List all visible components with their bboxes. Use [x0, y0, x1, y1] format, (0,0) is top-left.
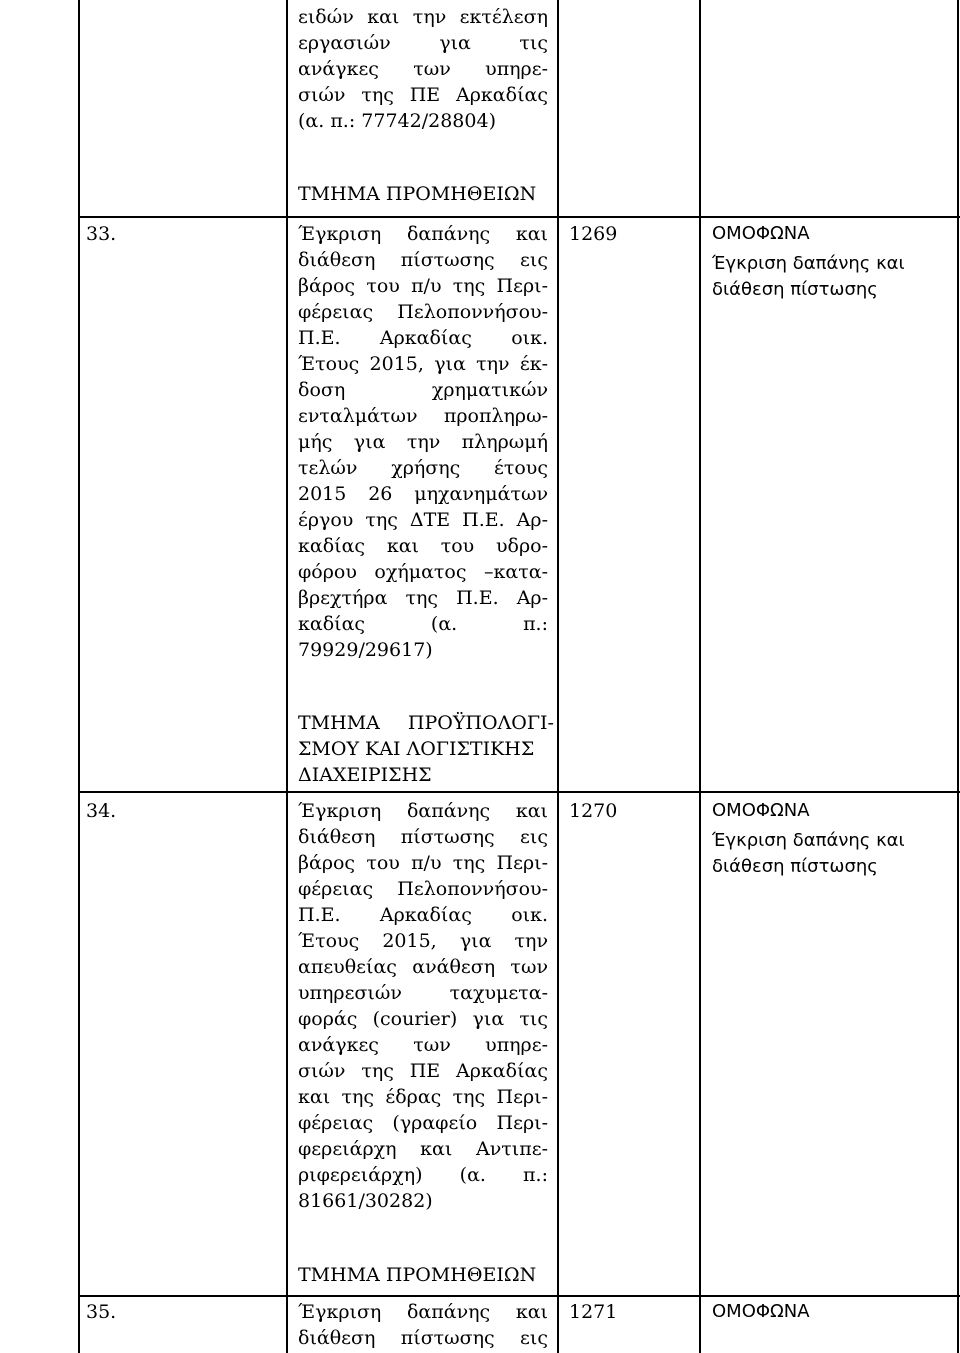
description-line: βάρος του π/υ της Περι-	[298, 275, 548, 297]
section-line: ΔΙΑΧΕΙΡΙΣΗΣ	[298, 764, 432, 786]
row-divider-34	[78, 791, 960, 793]
description-line: σιών της ΠΕ Αρκαδίας	[298, 1060, 548, 1082]
description-line: (α. π.: 77742/28804)	[298, 110, 496, 132]
description-line: Έγκριση δαπάνης και	[298, 1301, 548, 1323]
description-line: σιών της ΠΕ Αρκαδίας	[298, 84, 548, 106]
decision-number: 1270	[569, 800, 618, 822]
description-line: βάρος του π/υ της Περι-	[298, 852, 548, 874]
description-line: εργασιών για τις	[298, 32, 548, 54]
agenda-item-description	[298, 4, 548, 134]
description-line: Π.Ε. Αρκαδίας οικ.	[298, 327, 548, 349]
description-line: 79929/29617)	[298, 639, 433, 661]
result-line: Έγκριση δαπάνης και	[712, 253, 905, 274]
section-line: ΤΜΗΜΑ ΠΡΟΫΠΟΛΟΓΙ-	[298, 712, 554, 734]
table-border-left	[78, 0, 80, 1353]
description-line: φόρου οχήματος –κατα-	[298, 561, 548, 583]
decision-number: 1271	[569, 1301, 618, 1323]
column-divider-result	[699, 0, 701, 1353]
table-border-right	[957, 0, 959, 1353]
description-line: Π.Ε. Αρκαδίας οικ.	[298, 904, 548, 926]
department-heading	[298, 181, 554, 207]
description-line: Έγκριση δαπάνης και	[298, 223, 548, 245]
agenda-item-number: 34.	[86, 800, 117, 822]
section-line: ΣΜΟΥ ΚΑΙ ΛΟΓΙΣΤΙΚΗΣ	[298, 738, 535, 760]
description-line: ειδών και την εκτέλεση	[298, 6, 548, 28]
agenda-item-description	[298, 798, 548, 1214]
agenda-item-description	[298, 1299, 548, 1351]
description-line: ανάγκες των υπηρε-	[298, 58, 548, 80]
description-line: βρεχτήρα της Π.Ε. Αρ-	[298, 587, 548, 609]
department-heading	[298, 710, 554, 788]
column-divider-decision	[557, 0, 559, 1353]
description-line: φέρειας (γραφείο Περι-	[298, 1112, 548, 1134]
description-line: ριφερειάρχη) (α. π.:	[298, 1164, 548, 1186]
vote-label: ΟΜΟΦΩΝΑ	[712, 800, 810, 821]
description-line: μής για την πληρωμή	[298, 431, 548, 453]
vote-label: ΟΜΟΦΩΝΑ	[712, 1301, 810, 1322]
decision-number: 1269	[569, 223, 618, 245]
description-line: διάθεση πίστωσης εις	[298, 826, 548, 848]
description-line: φερειάρχη και Αντιπε-	[298, 1138, 548, 1160]
description-line: φοράς (courier) για τις	[298, 1008, 548, 1030]
result-line: Έγκριση δαπάνης και	[712, 830, 905, 851]
description-line: διάθεση πίστωσης εις	[298, 249, 548, 271]
description-line: καδίας και του υδρο-	[298, 535, 548, 557]
description-line: φέρειας Πελοποννήσου-	[298, 878, 548, 900]
agenda-item-number: 33.	[86, 223, 117, 245]
department-heading	[298, 1262, 554, 1288]
description-line: απευθείας ανάθεση των	[298, 956, 548, 978]
description-line: καδίας (α. π.:	[298, 613, 548, 635]
section-line: ΤΜΗΜΑ ΠΡΟΜΗΘΕΙΩΝ	[298, 1264, 537, 1286]
vote-result	[712, 1299, 948, 1329]
description-line: Έτους 2015, για την	[298, 930, 548, 952]
row-divider-35	[78, 1295, 960, 1297]
vote-result	[712, 798, 948, 880]
description-line: 81661/30282)	[298, 1190, 433, 1212]
agenda-item-number: 35.	[86, 1301, 117, 1323]
vote-result	[712, 221, 948, 303]
column-divider-description	[286, 0, 288, 1353]
description-line: διάθεση πίστωσης εις	[298, 1327, 548, 1349]
description-line: ενταλμάτων προπληρω-	[298, 405, 548, 427]
description-line: έργου της ΔΤΕ Π.Ε. Αρ-	[298, 509, 548, 531]
description-line: ανάγκες των υπηρε-	[298, 1034, 548, 1056]
section-line: ΤΜΗΜΑ ΠΡΟΜΗΘΕΙΩΝ	[298, 183, 537, 205]
description-line: Έτους 2015, για την έκ-	[298, 353, 548, 375]
result-line: διάθεση πίστωσης	[712, 279, 878, 300]
description-line: δοση χρηματικών	[298, 379, 548, 401]
vote-label: ΟΜΟΦΩΝΑ	[712, 223, 810, 244]
result-line: διάθεση πίστωσης	[712, 856, 878, 877]
description-line: και της έδρας της Περι-	[298, 1086, 548, 1108]
description-line: 2015 26 μηχανημάτων	[298, 483, 548, 505]
description-line: υπηρεσιών ταχυμετα-	[298, 982, 548, 1004]
description-line: φέρειας Πελοποννήσου-	[298, 301, 548, 323]
description-line: τελών χρήσης έτους	[298, 457, 548, 479]
agenda-item-description	[298, 221, 548, 663]
description-line: Έγκριση δαπάνης και	[298, 800, 548, 822]
row-divider-33	[78, 216, 960, 218]
